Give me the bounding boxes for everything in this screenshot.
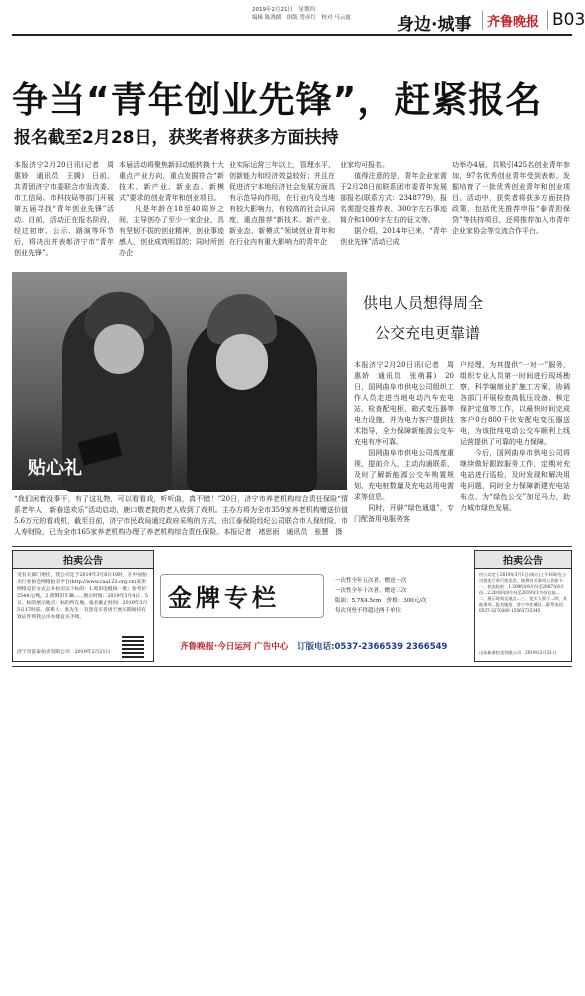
right-auction-ad — [474, 550, 572, 662]
article1-col3: 业实际运营三年以上，管理水平、创新能力和经济效益较好；并且在促进济宁本地经济社会发展方面具有示范导向作用，在行业内及当地有较大影响力，有较高的社会认同度，重点推荐“新技术、新产业、新业态、新模式”领域创业青年和在行业内有重大影响力的青年企 — [229, 161, 335, 246]
gold-column-logo: 金牌专栏 — [168, 583, 280, 612]
subheadline: 报名截至2月28日，获奖者将获多方面扶持 — [14, 128, 339, 148]
gold-column-notes — [335, 576, 427, 616]
article1-col5: 功举办4届，共吸引425名创业青年参加，97名优秀创业青年受到表彰，发掘培育了一批优秀创业青年和创业项目。活动中，获奖者将获多方面扶持政策，包括优先推荐申报“泰青担保贷”等扶持项目，还将推荐加入市青年企业家协会等交流合作平台。 — [452, 161, 570, 235]
headline: 争当“青年创业先锋”，赶紧报名 — [12, 80, 543, 121]
photo-tag: 贴心礼 — [28, 458, 82, 479]
right-ad-title: 拍卖公告 — [475, 551, 571, 569]
ad-center-name: 齐鲁晚报·今日运河 广告中心 — [180, 642, 289, 652]
section-name: 身边·城事 — [397, 15, 472, 35]
gold-note: 一次性全年五次者，赠送一次 — [335, 578, 407, 584]
bottom-rule — [12, 666, 572, 667]
masthead-date: 2019年2月21日 星期四 — [252, 7, 315, 13]
right-ad-text: 经公司定于2019年3月1日(周五)上午10时在公司拍卖厅举行拍卖会，现将有关事项公告如下：一、拍卖标的：1.2006年8月份至2007年6月份…2.2016年8月份至2019年1月份以前…二、展示时间及地点…三、竞买人须于…四、其他事项…报名地址：济宁市任城区…联系电话：0537-3270360 13563733345 — [479, 572, 567, 613]
left-ad-footer: 济宁市富泰拍卖有限公司 2019年2月21日 — [17, 650, 111, 655]
masthead-editors: 编辑 陈鸿儒 组版 曾彦红 校对 马云霞 — [252, 15, 351, 21]
ad-center-footer — [180, 640, 447, 652]
news-photo — [12, 272, 347, 490]
left-ad-text: 受有关部门委托，我公司定于2019年3月6日10时，在中国拍卖行业协会网络拍卖平台(http://www.caa123.org.cn)采用网络竞价方式公开拍卖以下标的：1.废旧电缆线一批；参考价2544元/吨。2.废钢旧车辆……展示时间：2019年3月4日、5日。标的展示地点：标的所在地。报名截止时间：2019年3月5日17时前。联系人：张先生 有意竞买者请于展示期间持有效证件到我公司办理竞买手续。 — [17, 573, 148, 620]
photo-caption: “我们闲着没事干，有了这礼物，可以看看戏，听听曲，真不错！”20日，济宁市养老机构综合责任保险“情系老年人 新春送欢乐”活动启动，鹿口敬老院的老人收到了戏机。主办方将为全市359家养老机构赠送价值5.6万元的看戏机，截至目前，济宁市民政局通过政府采购的方式，由江泰保险经纪公司联合市人保财险、市人寿财险，已为全市165家养老机构办理了养老机构综合责任保险。本报记者 褚思雨 通讯员 张慧 摄 — [14, 495, 348, 536]
article2-headline-2: 公交充电更靠谱 — [375, 324, 481, 342]
article1-col2: 本届活动将聚焦新旧动能转换十大重点产业方向，重点发掘符合“新技术、新产业、新业态、新模式”要求的创业青年和创业项目。 凡是年龄在18至40周岁之间，主导创办了至少一家企业，具有坚韧不拔的创业精神，创业事迹感人，创业成效明显的；同时所创办企 — [119, 161, 224, 257]
masthead-meta — [252, 6, 392, 22]
gold-note: 一次性全年十次者，赠送三次 — [335, 588, 407, 594]
right-ad-footer: 山东新泰拍卖有限公司 2019年2月21日 — [479, 650, 557, 655]
newspaper-logo: 齐鲁晚报 — [482, 11, 539, 30]
qr-code — [122, 636, 144, 658]
article1-col1: 本报济宁2月20日讯(记者 周惠娇 通讯员 王腾) 日前，共青团济宁市委联合市发改委、市工信局、市科技局等部门开展第五届寻找“青年创业先锋”活动。目前，活动正在报名阶段，经过初审、公示、路演等环节后，将决出并表彰济宁市“青年创业先锋”。 — [14, 161, 114, 257]
ad-center-phone: 订版电话:0537-2366539 2366549 — [297, 642, 448, 652]
ad-divider — [12, 546, 572, 547]
page-number: B03 — [547, 10, 585, 30]
article2-col1: 本报济宁2月20日讯(记者 周惠娇 通讯员 张萌暮) 20日，国网曲阜市供电公司组织工作人员走进当地电动汽车充电站，检查配电柜、箱式变压器等电力设施，并为电力客户提供技术指导，全力保障新能源公交车充电有序可靠。 国网曲阜市供电公司高度重视，提前介入，主动沟通联系，及时了解新能源公交车购置规划、充电桩数量及充电站用电需求等信息。 同时，开辟“绿色通道”，专门配备用电服务客 — [354, 361, 454, 523]
gold-note: 每次刊登不得超过两千单位 — [335, 608, 402, 614]
gold-note: 版面：5.7X4.5cm 价格：300元/次 — [335, 598, 427, 604]
article2-headline-1: 供电人员想得周全 — [363, 294, 484, 312]
masthead — [12, 6, 585, 36]
article2-col2: 户经理，为其提供“一对一”服务，组织专业人员第一时间进行现场勘察，科学编制业扩施工方案，协调各部门开展检查高低压设备、核定保护定值等工作，以最快时间完成客户0台800千伏安配电变压器送电，为该批纯电动公交车顺利上线运营提供了可靠的电力保障。 今后，国网曲阜市供电公司将继续做好跟踪服务工作，定期对充电站进行巡检，及时发现和解决用电问题，同时全力保障新建充电站布点、为“绿色公交”加足马力，助力城市绿色发展。 — [460, 361, 570, 512]
left-ad-title: 拍卖公告 — [13, 551, 153, 569]
article1-col4: 业家均可报名。 值得注意的是，青年企业家需于2月28日前联系团市委青年发展部报名(联系方式：2348779)，报名需提交推荐表、300字左右事迹简介和1000字左右的征文等。 据介绍，2014年已来，“青年创业先锋”活动已成 — [340, 161, 447, 246]
